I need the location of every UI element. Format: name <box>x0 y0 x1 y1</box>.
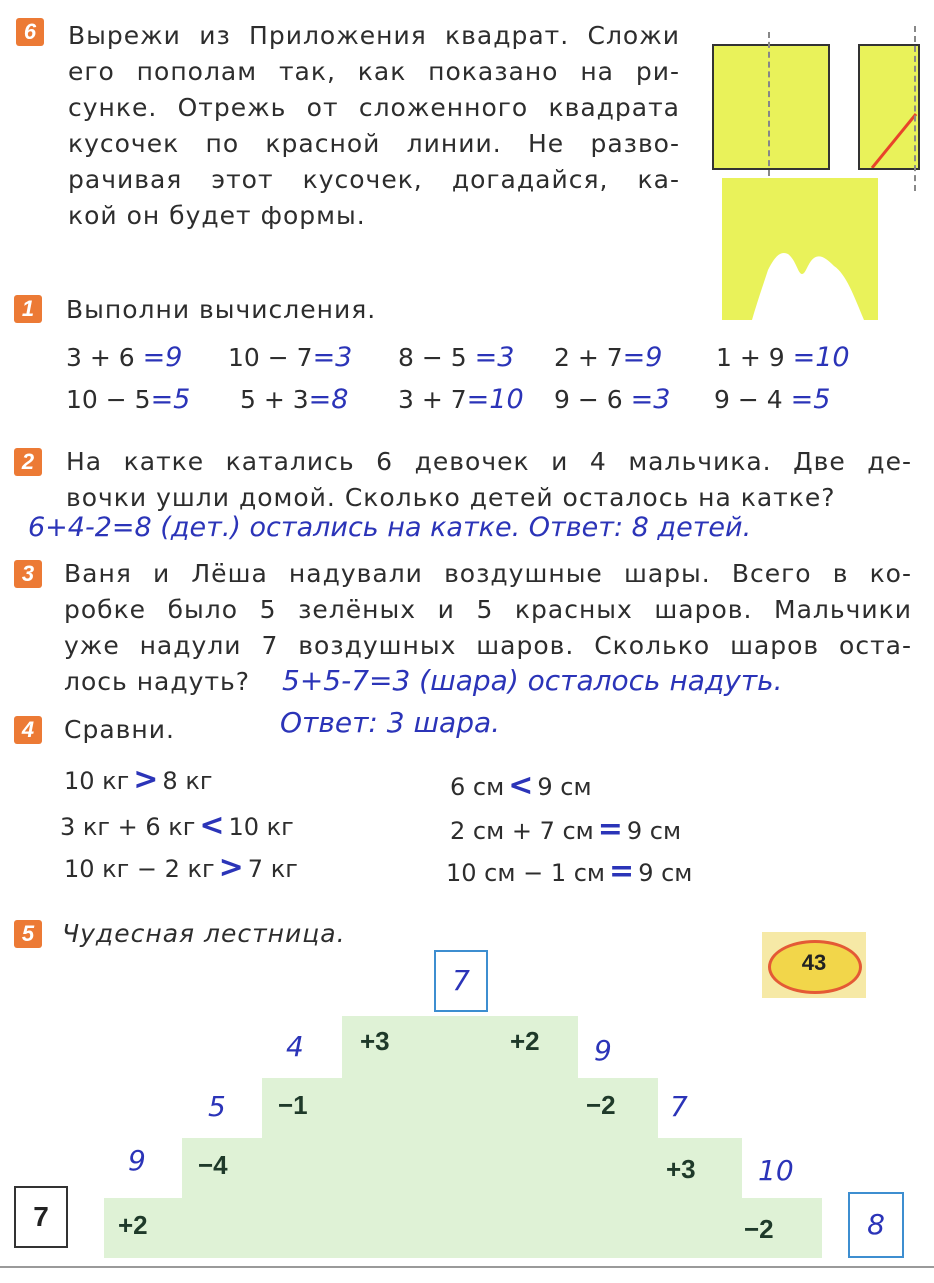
task2-line: вочки ушли домой. Сколько детей осталось на катке? <box>66 483 836 512</box>
square-folded <box>858 44 920 170</box>
stair-op: −1 <box>278 1090 308 1120</box>
task2-line: На катке катались 6 девочек и 4 мальчика. Две де- <box>66 447 912 476</box>
calc-expr: 3 + 6 <box>66 343 143 372</box>
stair-op: +2 <box>510 1026 540 1056</box>
compare-row <box>450 768 592 803</box>
task2-number-badge: 2 <box>14 448 42 476</box>
task3-number-badge: 3 <box>14 560 42 588</box>
task6-text <box>68 18 680 234</box>
stair-value: 9 <box>128 1144 146 1177</box>
calc-expression <box>66 384 190 415</box>
calc-expr: 9 − 4 <box>714 385 791 414</box>
calc-expr: 2 + 7 <box>554 343 623 372</box>
stair-op: −4 <box>198 1150 228 1180</box>
task3-line: робке было 5 зелёных и 5 красных шаров. Мальчики <box>64 595 912 624</box>
compare-right: 8 кг <box>162 767 213 795</box>
calc-answer: =8 <box>308 384 349 415</box>
compare-right: 9 см <box>638 859 693 887</box>
compare-sign: = <box>609 854 635 889</box>
page-number: 43 <box>801 950 827 975</box>
stair-value: 4 <box>286 1030 304 1063</box>
calc-expression <box>554 384 670 415</box>
calc-expression <box>714 384 830 415</box>
compare-sign: < <box>508 768 534 803</box>
folded-square-figure <box>700 26 934 326</box>
task5-number-badge: 5 <box>14 920 42 948</box>
end-box: 8 <box>848 1192 904 1258</box>
task3-line: Ваня и Лёша надували воздушные шары. Всего в ко- <box>64 559 912 588</box>
compare-sign: = <box>597 812 623 847</box>
calc-answer: =10 <box>466 384 524 415</box>
calc-answer: =9 <box>142 342 183 373</box>
stair-op: +3 <box>666 1154 696 1184</box>
task3-line: лось надуть? <box>64 667 251 696</box>
task6-number-badge: 6 <box>16 18 44 46</box>
task6-line: сунке. Отрежь от сложенного квадрата <box>68 93 680 122</box>
compare-row <box>450 812 681 847</box>
task6-line: Вырежи из Приложения квадрат. Сложи <box>68 21 680 50</box>
compare-left: 10 кг <box>64 767 130 795</box>
calc-expression <box>240 384 348 415</box>
stair-value: 5 <box>208 1090 226 1123</box>
task3-answer-solution: 5+5-7=3 (шара) осталось надуть. <box>282 664 783 697</box>
task6-line: кусочек по красной линии. Не разво- <box>68 129 680 158</box>
bottom-rule <box>0 1266 934 1268</box>
calc-expr: 3 + 7 <box>398 385 467 414</box>
compare-left: 3 кг + 6 кг <box>60 813 196 841</box>
stair-op: −2 <box>744 1214 774 1244</box>
calc-expr: 10 − 7 <box>228 343 313 372</box>
task2-text <box>66 444 912 516</box>
cut-shape <box>722 178 878 320</box>
compare-right: 9 см <box>626 817 682 845</box>
stair-op: +3 <box>360 1026 390 1056</box>
compare-right: 10 кг <box>228 813 294 841</box>
compare-right: 9 см <box>537 773 592 801</box>
calc-answer: =3 <box>474 342 515 373</box>
start-box: 7 <box>14 1186 68 1248</box>
calc-expression <box>66 342 182 373</box>
calc-expr: 1 + 9 <box>716 343 793 372</box>
calc-answer: =9 <box>622 342 663 373</box>
task3-line: уже надули 7 воздушных шаров. Сколько шаров оста- <box>64 631 912 660</box>
task6-line: рачивая этот кусочек, догадайся, ка- <box>68 165 680 194</box>
stair-level-1 <box>104 1198 822 1258</box>
calc-answer: =5 <box>150 384 191 415</box>
calc-expression <box>554 342 662 373</box>
cut-line <box>860 46 918 168</box>
calc-expression <box>398 384 524 415</box>
compare-row <box>446 854 692 889</box>
fold-edge-line <box>914 26 916 191</box>
calc-answer: =5 <box>790 384 831 415</box>
compare-row <box>64 850 298 885</box>
task4-title: Сравни. <box>64 715 175 744</box>
task3-answer-final: Ответ: 3 шара. <box>280 706 501 739</box>
task4-number-badge: 4 <box>14 716 42 744</box>
stair-value: 9 <box>594 1034 612 1067</box>
stair-level-2 <box>182 1138 742 1198</box>
calc-expression <box>228 342 352 373</box>
task6-line: его пополам так, как показано на ри- <box>68 57 680 86</box>
stair-op: +2 <box>118 1210 148 1240</box>
fold-line <box>768 32 770 176</box>
compare-right: 7 кг <box>247 855 298 883</box>
compare-left: 2 см + 7 см <box>450 817 594 845</box>
calc-answer: =10 <box>792 342 850 373</box>
calc-expr: 8 − 5 <box>398 343 475 372</box>
calc-expr: 10 − 5 <box>66 385 151 414</box>
task5-title: Чудесная лестница. <box>62 919 346 948</box>
compare-sign: > <box>218 850 244 885</box>
compare-row <box>64 762 212 797</box>
task1-number-badge: 1 <box>14 295 42 323</box>
compare-left: 6 см <box>450 773 505 801</box>
compare-row <box>60 808 294 843</box>
stair-value: 10 <box>758 1154 794 1187</box>
top-box: 7 <box>434 950 488 1012</box>
calc-expr: 5 + 3 <box>240 385 309 414</box>
task6-line: кой он будет формы. <box>68 201 366 230</box>
stair-op: −2 <box>586 1090 616 1120</box>
compare-left: 10 см − 1 см <box>446 859 606 887</box>
calc-expression <box>716 342 850 373</box>
task2-answer: 6+4-2=8 (дет.) остались на катке. Ответ: 8 детей. <box>28 512 752 543</box>
calc-answer: =3 <box>630 384 671 415</box>
compare-left: 10 кг − 2 кг <box>64 855 215 883</box>
calc-answer: =3 <box>312 342 353 373</box>
stair-value: 7 <box>670 1090 688 1123</box>
page-number-tab <box>762 932 866 998</box>
compare-sign: < <box>199 808 225 843</box>
calc-expr: 9 − 6 <box>554 385 631 414</box>
calc-expression <box>398 342 514 373</box>
compare-sign: > <box>133 762 159 797</box>
square-full <box>712 44 830 170</box>
task1-title: Выполни вычисления. <box>66 295 377 324</box>
